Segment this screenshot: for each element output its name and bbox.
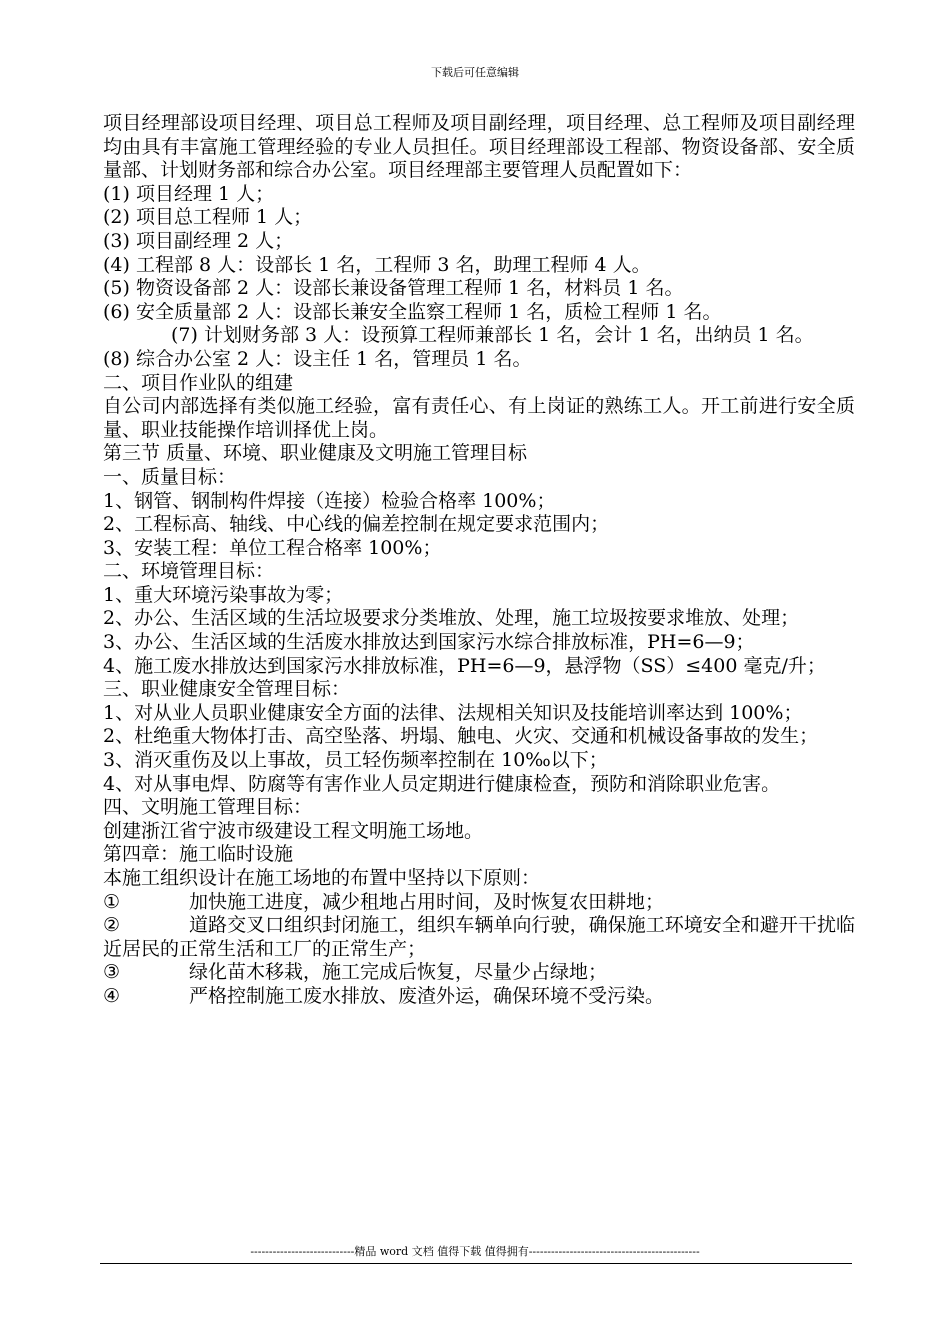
list-item: 1、重大环境污染事故为零； [103,583,344,606]
list-item: 2、办公、生活区域的生活垃圾要求分类堆放、处理，施工垃圾按要求堆放、处理； [103,607,800,630]
principle-item [103,985,855,1009]
list-item: (5) 物资设备部 2 人：设部长兼设备管理工程师 1 名，材料员 1 名。 [103,277,684,300]
principle-text: 加快施工进度，减少租地占用时间，及时恢复农田耕地； [189,890,665,913]
paragraph: 项目经理部设项目经理、项目总工程师及项目副经理，项目经理、总工程师及项目副经理均由具有丰富施工管理经验的专业人员担任。项目经理部设工程部、物资设备部、安全质量部、计划财务部和综合办公室。项目经理部主要管理人员配置如下： [103,112,855,182]
principle-text: 严格控制施工废水排放、废渣外运，确保环境不受污染。 [189,984,665,1007]
list-item: 1、钢管、钢制构件焊接（连接）检验合格率 100%； [103,489,556,512]
paragraph: 本施工组织设计在施工场地的布置中坚持以下原则： [103,867,541,889]
list-item: 1、对从业人员职业健康安全方面的法律、法规相关知识及技能培训率达到 100%； [103,701,803,724]
principle-item [103,891,855,915]
list-item: (7) 计划财务部 3 人：设预算工程师兼部长 1 名，会计 1 名，出纳员 1 名。 [171,324,814,347]
footer-divider [100,1263,852,1264]
list-item: 3、安装工程：单位工程合格率 100%； [103,536,442,559]
document-body [103,112,855,1009]
section-heading: 一、质量目标： [103,465,237,488]
principle-marker: ③ [103,961,121,984]
list-item: 4、施工废水排放达到国家污水排放标准，PH=6—9，悬浮物（SS）≤400 毫克/升； [103,654,826,677]
principle-marker: ④ [103,984,121,1007]
section-heading: 第三节 质量、环境、职业健康及文明施工管理目标 [103,442,528,465]
principle-text: 道路交叉口组织封闭施工，组织车辆单向行驶，确保施工环境安全和避开干扰临近居民的正常生活和工厂的正常生产； [103,914,855,960]
list-item: (8) 综合办公室 2 人：设主任 1 名，管理员 1 名。 [103,347,532,370]
chapter-heading: 第四章：施工临时设施 [103,843,294,866]
section-heading: 二、环境管理目标： [103,560,275,583]
principle-item [103,961,855,985]
principle-marker: ① [103,890,121,913]
list-item: (6) 安全质量部 2 人：设部长兼安全监察工程师 1 名，质检工程师 1 名。 [103,300,722,323]
list-item: (3) 项目副经理 2 人； [103,229,294,252]
list-item: 2、杜绝重大物体打击、高空坠落、坍塌、触电、火灾、交通和机械设备事故的发生； [103,725,819,748]
principle-marker: ② [103,914,121,937]
list-item: (4) 工程部 8 人：设部长 1 名，工程师 3 名，助理工程师 4 人。 [103,253,651,276]
list-item: 2、工程标高、轴线、中心线的偏差控制在规定要求范围内； [103,513,610,536]
list-item: 3、消灭重伤及以上事故，员工轻伤频率控制在 10‰以下； [103,749,608,772]
principle-item [103,914,855,961]
list-item: 4、对从事电焊、防腐等有害作业人员定期进行健康检查，预防和消除职业危害。 [103,772,781,795]
list-item: (1) 项目经理 1 人； [103,182,275,205]
page-footer: ----------------------------精品 word 文档 值得下载 值得拥有---------------------------------------------- [250,1245,700,1258]
page-header: 下载后可任意编辑 [431,66,519,79]
list-item: 3、办公、生活区域的生活废水排放达到国家污水综合排放标准，PH=6—9； [103,631,755,654]
principle-text: 绿化苗木移栽，施工完成后恢复，尽量少占绿地； [189,961,608,984]
section-heading: 四、文明施工管理目标： [103,796,313,819]
paragraph: 创建浙江省宁波市级建设工程文明施工场地。 [103,819,484,842]
section-heading: 三、职业健康安全管理目标： [103,678,351,701]
list-item: (2) 项目总工程师 1 人； [103,206,313,229]
paragraph: 自公司内部选择有类似施工经验，富有责任心、有上岗证的熟练工人。开工前进行安全质量、职业技能操作培训择优上岗。 [103,395,855,441]
section-heading: 二、项目作业队的组建 [103,371,294,394]
